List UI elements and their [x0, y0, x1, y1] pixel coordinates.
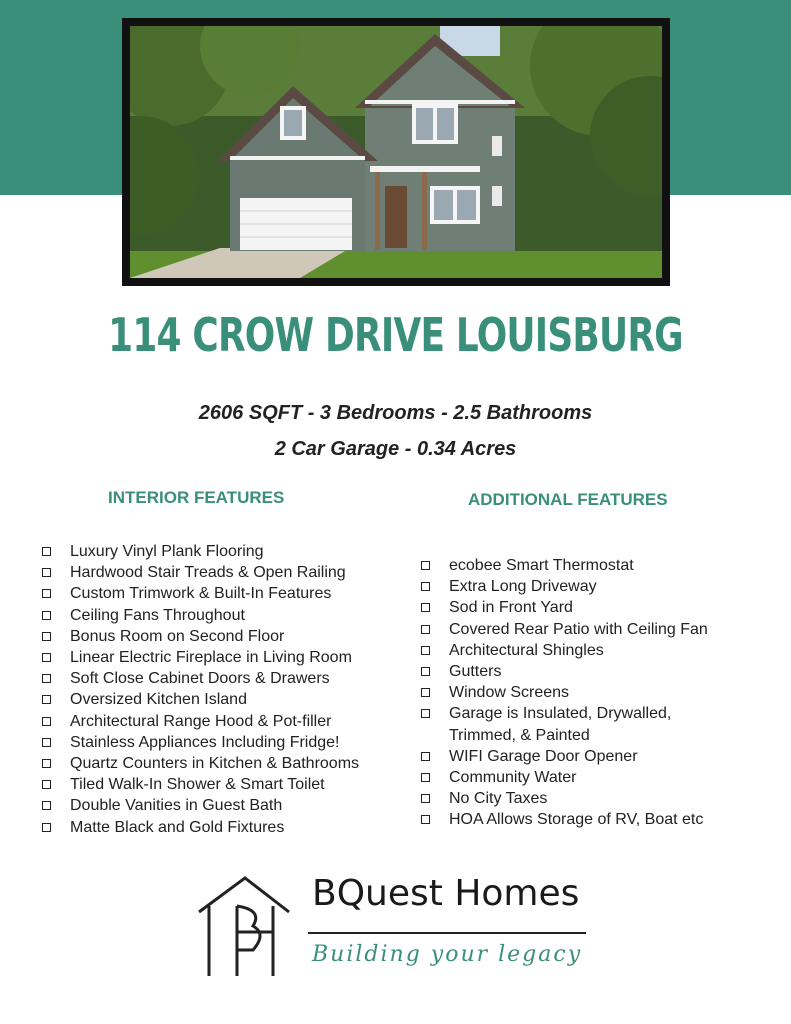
listing-summary-line-2: 2 Car Garage - 0.34 Acres — [274, 438, 517, 460]
feature-label: Soft Close Cabinet Doors & Drawers — [70, 670, 330, 688]
listing-summary-line-1: 2606 SQFT - 3 Bedrooms - 2.5 Bathrooms — [198, 402, 593, 424]
feature-label: Custom Trimwork & Built-In Features — [70, 585, 332, 603]
brand-divider — [308, 932, 586, 934]
interior-features-list — [42, 541, 359, 838]
checkbox-icon — [421, 646, 430, 655]
interior-feature-item — [42, 626, 359, 647]
feature-label: Gutters — [449, 663, 502, 681]
additional-feature-item — [421, 788, 708, 809]
listing-address: 114 CROW DRIVE LOUISBURG — [108, 308, 683, 362]
additional-feature-item — [421, 555, 708, 576]
feature-label: Garage is Insulated, Drywalled, Trimmed, & Painted — [449, 705, 672, 744]
interior-feature-item — [42, 583, 359, 604]
interior-feature-item — [42, 732, 359, 753]
checkbox-icon — [42, 738, 51, 747]
checkbox-icon — [42, 759, 51, 768]
checkbox-icon — [421, 688, 430, 697]
house-photo-image — [130, 26, 662, 278]
checkbox-icon — [421, 582, 430, 591]
feature-label: Hardwood Stair Treads & Open Railing — [70, 564, 346, 582]
feature-label: Architectural Shingles — [449, 641, 604, 659]
additional-feature-item — [421, 746, 708, 767]
checkbox-icon — [42, 823, 51, 832]
feature-label: Covered Rear Patio with Ceiling Fan — [449, 620, 708, 638]
additional-feature-item — [421, 703, 708, 745]
checkbox-icon — [421, 603, 430, 612]
feature-label: Ceiling Fans Throughout — [70, 606, 245, 624]
interior-feature-item — [42, 668, 359, 689]
feature-label: Quartz Counters in Kitchen & Bathrooms — [70, 755, 360, 773]
feature-label: Bonus Room on Second Floor — [70, 627, 285, 645]
additional-feature-item — [421, 576, 708, 597]
interior-feature-item — [42, 647, 359, 668]
feature-label: Luxury Vinyl Plank Flooring — [70, 543, 264, 560]
brand-name: BQuest Homes — [312, 873, 580, 914]
feature-label: Tiled Walk-In Shower & Smart Toilet — [70, 776, 325, 794]
interior-feature-item — [42, 753, 359, 774]
checkbox-icon — [42, 717, 51, 726]
checkbox-icon — [421, 667, 430, 676]
additional-feature-item — [421, 682, 708, 703]
interior-feature-item — [42, 774, 359, 795]
checkbox-icon — [42, 589, 51, 598]
additional-feature-item — [421, 619, 708, 640]
brand-tagline: Building your legacy — [312, 942, 583, 967]
additional-feature-item — [421, 809, 708, 830]
additional-feature-item — [421, 767, 708, 788]
interior-feature-item — [42, 711, 359, 732]
checkbox-icon — [421, 815, 430, 824]
feature-label: Oversized Kitchen Island — [70, 691, 247, 709]
additional-feature-item — [421, 661, 708, 682]
feature-label: Stainless Appliances Including Fridge! — [70, 733, 340, 751]
feature-label: No City Taxes — [449, 790, 548, 808]
feature-label: Linear Electric Fireplace in Living Room — [70, 649, 352, 667]
checkbox-icon — [42, 801, 51, 810]
checkbox-icon — [42, 695, 51, 704]
checkbox-icon — [42, 674, 51, 683]
checkbox-icon — [421, 773, 430, 782]
additional-feature-item — [421, 597, 708, 618]
checkbox-icon — [42, 780, 51, 789]
interior-feature-item — [42, 795, 359, 816]
house-photo — [122, 18, 670, 286]
checkbox-icon — [42, 632, 51, 641]
checkbox-icon — [42, 653, 51, 662]
checkbox-icon — [421, 709, 430, 718]
interior-feature-item — [42, 817, 359, 838]
interior-feature-item — [42, 605, 359, 626]
interior-feature-item — [42, 541, 359, 562]
feature-label: ecobee Smart Thermostat — [449, 557, 634, 574]
feature-label: HOA Allows Storage of RV, Boat etc — [449, 811, 704, 829]
feature-label: Matte Black and Gold Fixtures — [70, 818, 285, 836]
checkbox-icon — [421, 625, 430, 634]
additional-feature-item — [421, 640, 708, 661]
feature-label: Sod in Front Yard — [449, 599, 573, 617]
additional-features-list — [421, 555, 708, 831]
checkbox-icon — [421, 794, 430, 803]
interior-feature-item — [42, 689, 359, 710]
feature-label: Architectural Range Hood & Pot-filler — [70, 712, 332, 730]
interior-feature-item — [42, 562, 359, 583]
feature-label: Community Water — [449, 769, 577, 787]
feature-label: Window Screens — [449, 684, 570, 702]
checkbox-icon — [42, 611, 51, 620]
checkbox-icon — [42, 547, 51, 556]
additional-features-heading: ADDITIONAL FEATURES — [468, 490, 668, 509]
checkbox-icon — [421, 752, 430, 761]
feature-label: Extra Long Driveway — [449, 578, 597, 596]
interior-features-heading: INTERIOR FEATURES — [108, 488, 285, 507]
checkbox-icon — [421, 561, 430, 570]
checkbox-icon — [42, 568, 51, 577]
feature-label: WIFI Garage Door Opener — [449, 747, 638, 765]
feature-label: Double Vanities in Guest Bath — [70, 797, 283, 815]
